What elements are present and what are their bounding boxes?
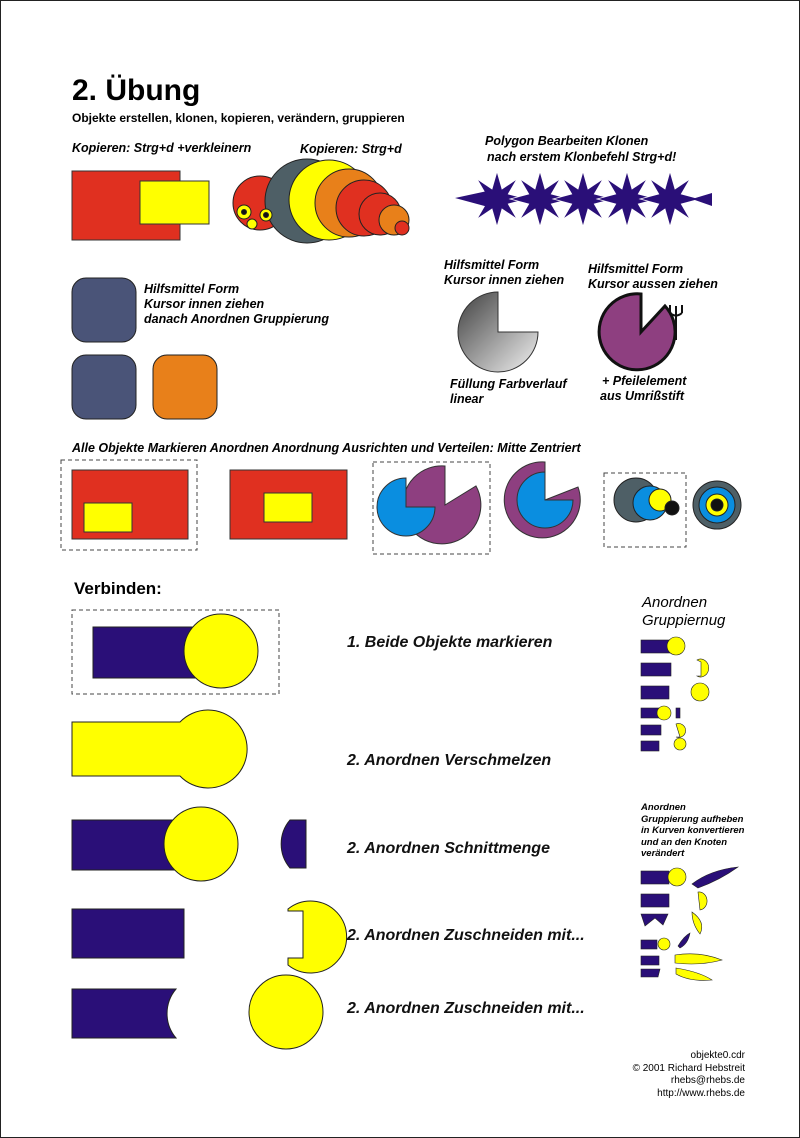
label-arrow-1: + Pfeilelement xyxy=(602,374,687,388)
label-shape-2: Kursor innen ziehen xyxy=(144,297,265,311)
label-inner-1: Hilfsmittel Form xyxy=(444,258,540,272)
footer-email: rhebs@rhebs.de xyxy=(670,1075,745,1086)
yellow-rect-2 xyxy=(264,493,312,522)
mini-group-2 xyxy=(641,867,738,980)
label-copy: Kopieren: Strg+d xyxy=(300,142,402,156)
yellow-circle-3 xyxy=(164,807,238,881)
label-inner-2: Kursor innen ziehen xyxy=(444,273,565,287)
yellow-rect-1 xyxy=(84,503,132,532)
footer-copyright: © 2001 Richard Hebstreit xyxy=(632,1062,745,1074)
polygon-clones xyxy=(455,172,712,227)
footer-url: http://www.rhebs.de xyxy=(657,1087,745,1099)
label-polygon-2: nach erstem Klonbefehl Strg+d! xyxy=(487,150,677,164)
slate-rounded-square-2 xyxy=(72,355,136,419)
blue-pie-2 xyxy=(517,472,573,528)
label-shape-1: Hilfsmittel Form xyxy=(144,282,240,296)
step-4: 2. Anordnen Zuschneiden mit... xyxy=(347,927,585,944)
yellow-circle-5 xyxy=(249,975,323,1049)
side-note: Anordnen Gruppierung aufheben in Kurven konvertieren und an den Knoten verändert xyxy=(641,802,745,859)
intersection-shape xyxy=(281,820,306,868)
purple-pie-outlined xyxy=(599,294,675,370)
trimmed-rect xyxy=(72,989,176,1038)
circle-group-unaligned xyxy=(614,478,679,522)
circle-group-centered xyxy=(693,481,741,529)
label-polygon-1: Polygon Bearbeiten Klonen xyxy=(485,134,649,148)
label-shape-3: danach Anordnen Gruppierung xyxy=(144,312,329,326)
label-outer-2: Kursor aussen ziehen xyxy=(588,277,718,291)
slate-rounded-square xyxy=(72,278,136,342)
red-rect-copy xyxy=(72,171,209,240)
verbinden-heading: Verbinden: xyxy=(74,579,162,598)
merged-shape xyxy=(72,710,247,788)
orange-rounded-square xyxy=(153,355,217,419)
label-outer-1: Hilfsmittel Form xyxy=(588,262,684,276)
footer-file: objekte0.cdr xyxy=(690,1050,745,1061)
label-fill-2: linear xyxy=(450,392,484,406)
step-1: 1. Beide Objekte markieren xyxy=(347,634,553,651)
yellow-circle-1 xyxy=(184,614,258,688)
step-2: 2. Anordnen Verschmelzen xyxy=(347,752,552,769)
label-align: Alle Objekte Markieren Anordnen Anordnung Ausrichten und Verteilen: Mitte Zentriert xyxy=(72,441,581,455)
side-heading: Anordnen Gruppiernug xyxy=(642,594,726,629)
navy-rect-4 xyxy=(72,909,184,958)
trimmed-circle xyxy=(288,901,347,973)
mini-group-1 xyxy=(641,637,709,751)
label-copy-shrink: Kopieren: Strg+d +verkleinern xyxy=(72,141,252,155)
gradient-pie xyxy=(458,292,538,372)
copied-circles xyxy=(233,159,409,243)
step-3: 2. Anordnen Schnittmenge xyxy=(347,840,550,857)
label-fill-1: Füllung Farbverlauf xyxy=(450,377,567,391)
label-arrow-2: aus Umrißstift xyxy=(600,389,685,403)
step-5: 2. Anordnen Zuschneiden mit... xyxy=(347,1000,585,1017)
page-subtitle: Objekte erstellen, klonen, kopieren, verändern, gruppieren xyxy=(72,111,405,125)
page-title: 2. Übung xyxy=(72,74,201,107)
